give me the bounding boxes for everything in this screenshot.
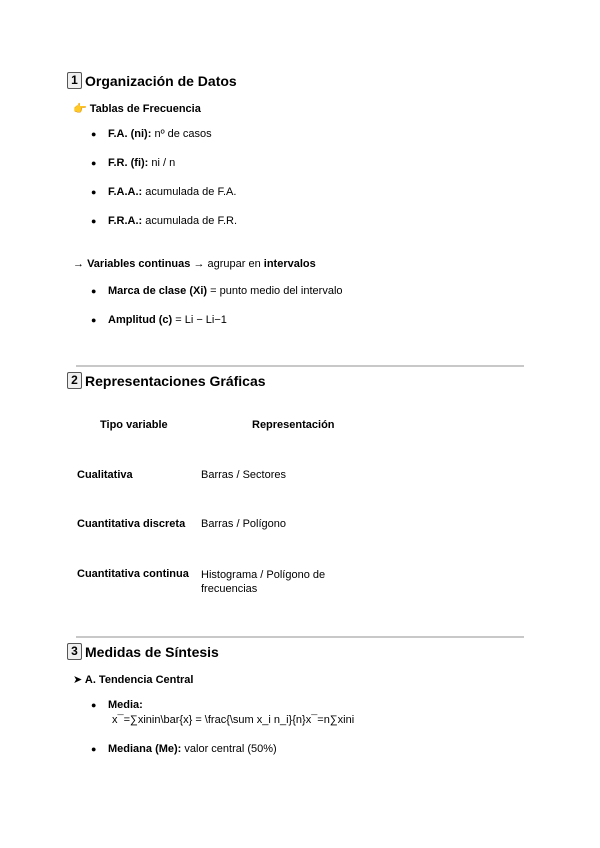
central-tendency-subheading xyxy=(73,673,193,686)
section-divider xyxy=(76,365,524,367)
term: Amplitud (c) xyxy=(108,314,173,326)
term: F.R. (fi): xyxy=(108,157,149,169)
section-number-badge: 3 xyxy=(67,643,82,660)
right-arrow-icon: → xyxy=(73,258,84,270)
list-item xyxy=(91,743,277,756)
definition: acumulada de F.R. xyxy=(142,215,238,227)
bullet-icon: ● xyxy=(91,216,97,226)
definition: acumulada de F.A. xyxy=(142,186,237,198)
table-cell-type: Cuantitativa discreta xyxy=(77,518,186,530)
bullet-icon: ● xyxy=(91,744,97,754)
term: Media: xyxy=(108,699,143,711)
bullet-icon: ● xyxy=(91,158,97,168)
table-cell-representation: Barras / Polígono xyxy=(201,518,286,530)
mean-formula: x¯=∑xinin\bar{x} = \frac{\sum x_i n_i}{n}x¯=n∑xini xyxy=(112,714,355,726)
table-header-type: Tipo variable xyxy=(100,419,168,431)
subheading-emphasis: intervalos xyxy=(263,258,316,270)
list-item xyxy=(91,128,212,141)
subheading-text: A. Tendencia Central xyxy=(84,674,194,686)
term: Mediana (Me): xyxy=(108,743,182,755)
subheading-text: Variables continuas xyxy=(87,258,191,270)
term: F.R.A.: xyxy=(108,215,143,227)
continuous-variables-subheading xyxy=(73,258,316,270)
definition: nº de casos xyxy=(151,128,212,140)
list-item xyxy=(91,699,143,712)
table-cell-representation: Histograma / Polígono de frecuencias xyxy=(201,569,326,595)
definition: = punto medio del intervalo xyxy=(207,285,343,297)
term: F.A. (ni): xyxy=(108,128,152,140)
table-cell-type: Cuantitativa continua xyxy=(77,568,189,580)
section-number-badge: 1 xyxy=(67,72,82,89)
section-title: Medidas de Síntesis xyxy=(85,643,219,660)
section-3-heading xyxy=(67,643,219,660)
section-divider xyxy=(76,636,524,638)
definition: ni / n xyxy=(148,157,176,169)
bullet-icon: ● xyxy=(91,700,97,710)
section-title: Organización de Datos xyxy=(85,72,237,89)
bullet-icon: ● xyxy=(91,129,97,139)
table-cell-representation: Barras / Sectores xyxy=(201,469,286,481)
bullet-icon: ● xyxy=(91,286,97,296)
section-number-badge: 2 xyxy=(67,372,82,389)
term: Marca de clase (Xi) xyxy=(108,285,208,297)
definition: = Li − Li−1 xyxy=(172,314,227,326)
section-title: Representaciones Gráficas xyxy=(85,372,266,389)
list-item xyxy=(91,157,175,170)
list-item xyxy=(91,215,237,228)
section-2-heading xyxy=(67,372,266,389)
bullet-icon: ● xyxy=(91,187,97,197)
definition: valor central (50%) xyxy=(181,743,277,755)
subheading-text: Tablas de Frecuencia xyxy=(89,103,201,115)
list-item xyxy=(91,285,343,298)
frequency-tables-subheading xyxy=(73,102,201,115)
bullet-icon: ● xyxy=(91,315,97,325)
subheading-connector: → agrupar en xyxy=(190,258,264,270)
term: F.A.A.: xyxy=(108,186,143,198)
list-item xyxy=(91,314,227,327)
arrowhead-icon: ➤ xyxy=(73,674,83,686)
pointing-hand-icon: 👉 xyxy=(73,103,87,115)
table-cell-type: Cualitativa xyxy=(77,469,133,481)
section-1-heading xyxy=(67,72,237,89)
list-item xyxy=(91,186,236,199)
table-header-representation: Representación xyxy=(252,419,335,431)
